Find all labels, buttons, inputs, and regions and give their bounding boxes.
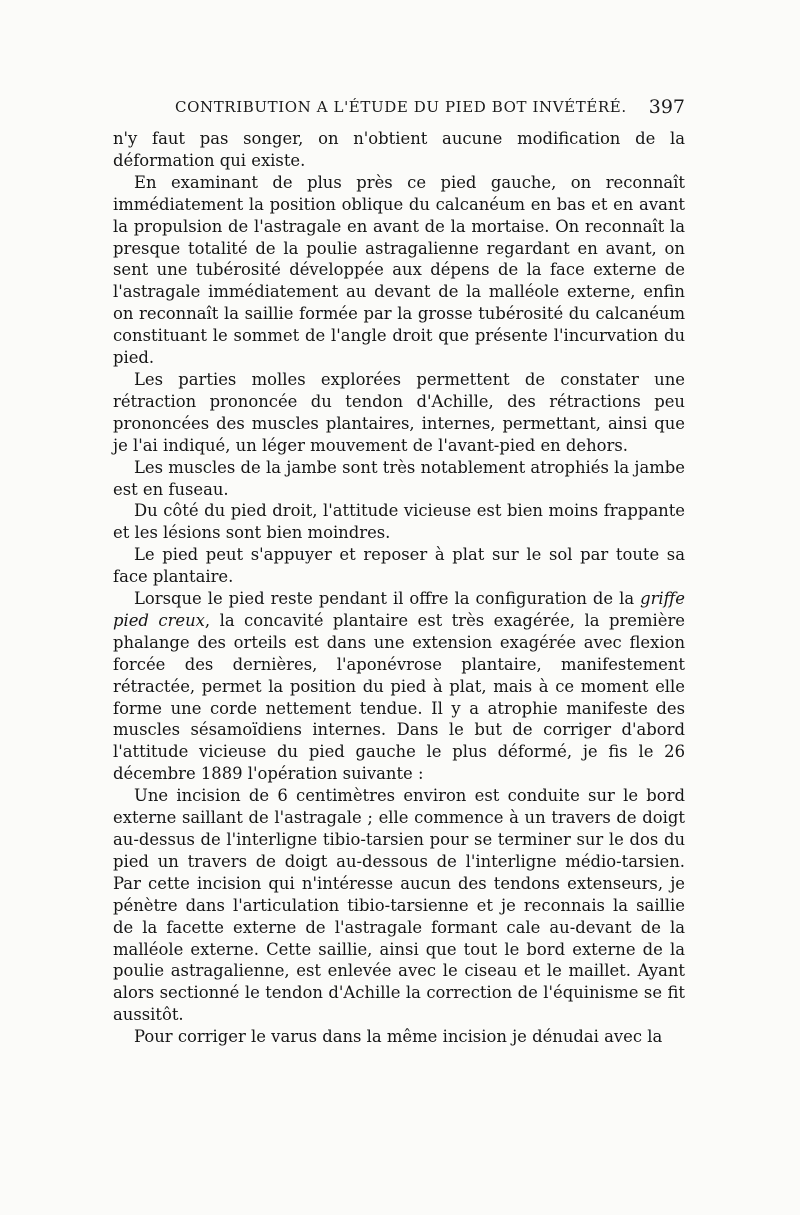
- paragraph: Du côté du pied droit, l'attitude vicieuse est bien moins frappante et les lésions sont bien moindres.: [113, 501, 685, 543]
- paragraph: En examinant de plus près ce pied gauche, on reconnaît immédiatement la position oblique du calcanéum en bas et en avant la propulsion de l'astragale en avant de la mortaise. On reconnaît la presque totalité de la poulie astragalienne regardant en avant, on sent une tubérosité développée aux dépens de la face externe de l'astragale immédiatement au devant de la malléole externe, enfin on reconnaît la saillie formée par la grosse tubérosité du calcanéum constituant le sommet de l'angle droit que présente l'incurvation du pied.: [113, 172, 685, 368]
- paragraph: Le pied peut s'appuyer et reposer à plat sur le sol par toute sa face plantaire.: [113, 545, 685, 587]
- paragraph: Une incision de 6 centimètres environ est conduite sur le bord externe saillant de l'astragale ; elle commence à un travers de doigt au-dessus de l'interligne tibio-tarsien pour se terminer sur le dos du pied un travers de doigt au-dessous de l'interligne médio-tarsien. Par cette incision qui n'intéresse aucun des tendons extenseurs, je pénètre dans l'articulation tibio-tarsienne et je reconnais la saillie de la facette externe de l'astragale formant cale au-devant de la malléole externe. Cette saillie, ainsi que tout le bord externe de la poulie astragalienne, est enlevée avec le ciseau et le maillet. Ayant alors sectionné le tendon d'Achille la correction de l'équinisme se fit aussitôt.: [113, 786, 685, 1025]
- page-number: 397: [648, 96, 685, 118]
- paragraph-griffe: [113, 588, 685, 785]
- paragraph: Les parties molles explorées permettent de constater une rétraction prononcée du tendon d'Achille, des rétractions peu prononcées des muscles plantaires, internes, permettant, ainsi que je l'ai indiqué, un léger mouvement de l'avant-pied en dehors.: [113, 369, 685, 455]
- paragraph-final: Pour corriger le varus dans la même incision je dénudai avec la: [134, 1027, 663, 1047]
- paragraph: Les muscles de la jambe sont très notablement atrophiés la jambe est en fuseau.: [113, 457, 685, 499]
- text-segment: Lorsque le pied reste pendant il offre la configuration de la: [134, 589, 641, 609]
- text-segment: , la concavité plantaire est très exagérée, la première phalange des orteils est dans une extension exagérée avec flexion forcée des dernières, l'aponévrose plantaire, manifestement rétractée, permet la position du pied à plat, mais à ce moment elle forme une corde nettement tendue. Il y a atrophie manifeste des muscles sésamoïdiens internes. Dans le but de corriger d'abord l'attitude vicieuse du pied gauche le plus déformé, je fis le 26 décembre 1889 l'opération suivante :: [113, 610, 685, 784]
- italic-term: griffe pied creux: [113, 589, 685, 630]
- paragraph-continuation: n'y faut pas songer, on n'obtient aucune modification de la déformation qui existe.: [113, 129, 685, 170]
- page-header: [113, 96, 685, 122]
- body-text: [113, 128, 685, 1048]
- running-title: CONTRIBUTION A L'ÉTUDE DU PIED BOT INVÉTÉRÉ.: [175, 98, 627, 116]
